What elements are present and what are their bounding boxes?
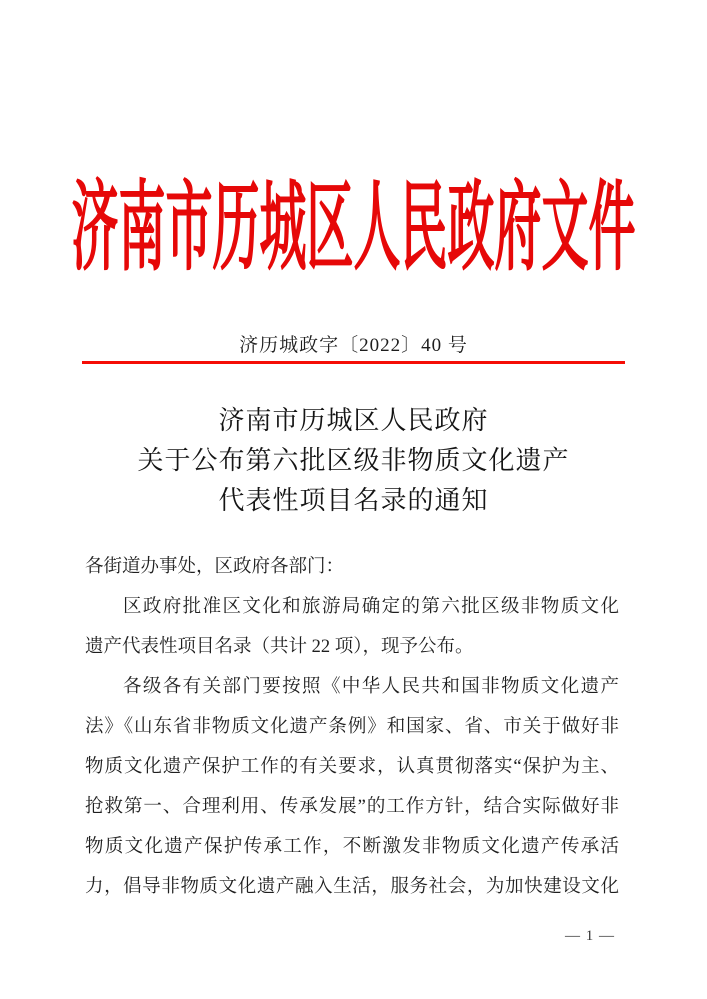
body-line: 各级各有关部门要按照《中华人民共和国非物质文化遗产 bbox=[123, 677, 619, 697]
document-body bbox=[85, 547, 619, 907]
red-divider-line bbox=[82, 361, 625, 364]
notice-title-line-1: 济南市历城区人民政府 bbox=[218, 406, 489, 436]
body-line: 抢救第一、合理利用、传承发展”的工作方针，结合实际做好非 bbox=[85, 797, 619, 817]
notice-title-line-2: 关于公布第六批区级非物质文化遗产 bbox=[137, 446, 570, 476]
body-line: 区政府批准区文化和旅游局确定的第六批区级非物质文化 bbox=[123, 597, 619, 617]
body-line: 遗产代表性项目名录（共计 22 项），现予公布。 bbox=[85, 637, 474, 657]
document-number: 济历城政字〔2022〕40 号 bbox=[239, 335, 468, 356]
body-line-salutation: 各街道办事处，区政府各部门： bbox=[85, 557, 345, 577]
body-line: 力，倡导非物质文化遗产融入生活，服务社会，为加快建设文化 bbox=[85, 877, 619, 897]
page-number: — 1 — bbox=[565, 928, 615, 944]
body-line: 法》《山东省非物质文化遗产条例》和国家、省、市关于做好非 bbox=[85, 717, 619, 737]
notice-title-line-3: 代表性项目名录的通知 bbox=[218, 486, 489, 516]
red-header-title: 济南市历城区人民政府文件 bbox=[71, 175, 636, 285]
notice-title bbox=[0, 401, 707, 521]
body-line: 物质文化遗产保护工作的有关要求，认真贯彻落实“保护为主、 bbox=[85, 757, 619, 777]
body-line: 物质文化遗产保护传承工作，不断激发非物质文化遗产传承活 bbox=[85, 837, 619, 857]
